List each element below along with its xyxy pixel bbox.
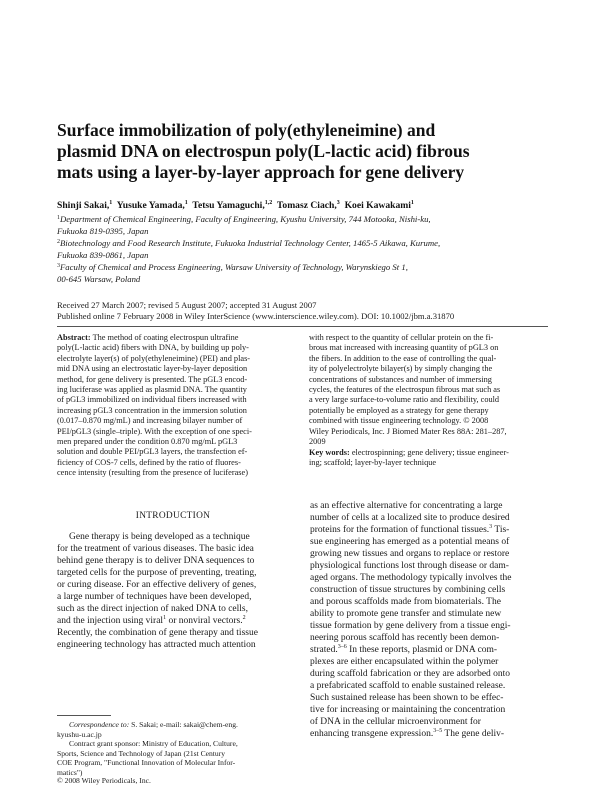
- body-text-line: [310, 524, 548, 536]
- body-text-line: [310, 560, 548, 572]
- affiliation-number: 2: [57, 239, 60, 246]
- body-text: ability to promote gene transfer and stimulate new: [310, 609, 502, 619]
- body-text-line: [310, 644, 548, 656]
- citation-sup: 1: [163, 614, 167, 621]
- affiliation-number: 3: [57, 263, 60, 270]
- paper-title: [57, 120, 527, 183]
- affiliation-text: Faculty of Chemical and Process Engineering, Warsaw University of Technology, Warynskiego St 1,: [60, 262, 408, 273]
- body-text: In these reports, plasmid or DNA com-: [346, 645, 498, 655]
- abstract-line: with respect to the quantity of cellular protein on the fi-: [309, 333, 494, 342]
- footnotes: [57, 720, 293, 778]
- body-text-line: [57, 639, 293, 651]
- body-text-line: [310, 668, 548, 680]
- body-text-line: [57, 615, 293, 627]
- abstract-line: increasing pGL3 concentration in the immersion solution: [57, 405, 247, 415]
- body-text: a prefabricated scaffold to enable sustained release.: [310, 681, 506, 691]
- citation-sup: 3–6: [337, 643, 347, 650]
- body-text: strated.: [310, 645, 338, 655]
- body-text-line: [57, 555, 293, 567]
- body-text-line: [310, 680, 548, 692]
- body-text: Gene therapy is being developed as a technique: [69, 532, 250, 542]
- author-name: Tomasz Ciach,: [276, 200, 337, 211]
- abstract-line: electrolyte layer(s) of poly(ethyleneimine) (PEI) and plas-: [57, 353, 251, 363]
- body-text: physiological functions lost through disease or dam-: [310, 561, 509, 571]
- body-text: tive for increasing or maintaining the concentration: [310, 705, 506, 715]
- author-affil-sup: 1: [109, 199, 113, 206]
- affiliations: [57, 213, 557, 286]
- author-affil-sup: 1,2: [264, 199, 273, 206]
- abstract-line: 2009: [309, 437, 326, 447]
- body-text: Recently, the combination of gene therapy and tissue: [57, 628, 258, 638]
- body-text: tissue formation by gene delivery from a tissue engi-: [310, 621, 511, 631]
- title-line: plasmid DNA on electrospun poly(L-lactic acid) fibrous: [57, 141, 470, 161]
- body-text: of DNA in the cellular microenvironment for: [310, 717, 481, 727]
- affiliation-line: [57, 261, 557, 274]
- author-name: Koei Kawakami: [344, 200, 411, 211]
- correspondence-label: Correspondence to:: [69, 720, 130, 729]
- citation-sup: 2: [242, 614, 246, 621]
- body-text-line: [310, 512, 548, 524]
- body-text-line: [310, 632, 548, 644]
- body-text: growing new tissues and organs to replace or restore: [310, 549, 510, 559]
- abstract-line: concentrations of substances and number of immersing: [309, 374, 492, 384]
- abstract-line: ficiency of COS-7 cells, defined by the ratio of fluores-: [57, 457, 241, 467]
- body-text: proteins for the formation of functional tissues.: [310, 525, 490, 535]
- body-text: or nonviral vectors.: [166, 616, 243, 626]
- abstract-right-column: [309, 333, 549, 447]
- body-text: enhancing transgene expression.: [310, 729, 434, 739]
- abstract-line: Wiley Periodicals, Inc. J Biomed Mater Res 88A: 281–287,: [309, 426, 507, 436]
- grant-line: Contract grant sponsor: Ministry of Education, Culture,: [69, 739, 238, 749]
- body-text-line: [310, 500, 548, 512]
- body-text-line: [310, 548, 548, 560]
- body-text-line: [310, 656, 548, 668]
- body-text-line: [57, 567, 293, 579]
- body-text: during scaffold fabrication or they are adsorbed onto: [310, 669, 511, 679]
- body-text-line: [310, 572, 548, 584]
- abstract-line: ity of polyelectrolyte bilayer(s) by simply changing the: [309, 364, 493, 374]
- body-text: targeted cells for the purpose of preventing, treating,: [57, 568, 257, 578]
- body-text-line: [310, 536, 548, 548]
- abstract-line: poly(L-lactic acid) fibers with DNA, by building up poly-: [57, 343, 249, 353]
- citation-sup: 3–5: [433, 727, 443, 734]
- body-text-line: [310, 608, 548, 620]
- keywords-label: Key words:: [309, 448, 350, 457]
- publication-dates: [57, 300, 557, 322]
- section-heading-introduction: INTRODUCTION: [135, 511, 211, 521]
- abstract-line: solution and double PEI/pGL3 layers, the transfection ef-: [57, 447, 248, 457]
- abstract-text: The method of coating electrospun ultrafine: [90, 333, 239, 342]
- abstract-line: [57, 333, 299, 343]
- grant-line: Sports, Science and Technology of Japan (21st Century: [57, 748, 226, 758]
- affiliation-line: [57, 237, 557, 250]
- abstract-line: of pGL3 immobilized on individual fibers increased with: [57, 395, 247, 405]
- author-list: [57, 200, 547, 211]
- body-text: Tis-: [492, 525, 510, 535]
- header-divider: [57, 326, 548, 327]
- body-text: neering porous scaffold has recently been demon-: [310, 633, 500, 643]
- affiliation-number: 1: [57, 215, 60, 221]
- body-text: sue engineering has emerged as a potential means of: [310, 537, 510, 547]
- abstract-line: method, for gene delivery is presented. The pGL3 encod-: [57, 374, 248, 384]
- keywords-line: ing; scaffold; layer-by-layer technique: [309, 458, 437, 468]
- affiliation-line: 00-645 Warsaw, Poland: [57, 273, 141, 284]
- body-text: behind gene therapy is to deliver DNA sequences to: [57, 556, 255, 566]
- correspondence-line: kyushu-u.ac.jp: [57, 729, 102, 739]
- body-text: a large number of techniques have been developed,: [57, 592, 252, 602]
- author-affil-sup: 1: [184, 199, 188, 206]
- body-text-line: [57, 579, 293, 591]
- keywords: [309, 448, 549, 469]
- body-text: The gene deliv-: [442, 729, 505, 739]
- body-text-line: [310, 692, 548, 704]
- body-left-column: [57, 531, 293, 651]
- body-text-line: [57, 543, 293, 555]
- affiliation-line: Fukuoka 839-0861, Japan: [57, 249, 149, 260]
- body-text-line: [310, 584, 548, 596]
- body-text-line: [310, 620, 548, 632]
- grant-line: matics"): [57, 767, 83, 777]
- body-right-column: [310, 500, 548, 740]
- footnote-divider: [57, 715, 111, 716]
- abstract-line: (0.017–0.870 mg/mL) and increasing bilayer number of: [57, 416, 243, 426]
- received-dates: Received 27 March 2007; revised 5 August 2007; accepted 31 August 2007: [57, 300, 317, 310]
- grant-line: COE Program, "Functional Innovation of Molecular Infor-: [57, 758, 236, 768]
- abstract-line: mid DNA using an electrostatic layer-by-layer deposition: [57, 364, 248, 374]
- body-text: such as the direct injection of naked DNA to cells,: [57, 604, 249, 614]
- body-text: plexes are either encapsulated within the polymer: [310, 657, 499, 667]
- keywords-line: [309, 448, 549, 458]
- body-text-line: [57, 591, 293, 603]
- affiliation-line: [57, 213, 557, 226]
- author-name: Shinji Sakai,: [57, 200, 110, 211]
- author-affil-sup: 3: [336, 199, 340, 206]
- body-text-line: [310, 704, 548, 716]
- body-text-line: [310, 596, 548, 608]
- author-name: Yusuke Yamada,: [116, 200, 185, 211]
- body-text: as an effective alternative for concentrating a large: [310, 501, 503, 511]
- abstract-line: a very large surface-to-volume ratio and flexibility, could: [309, 395, 500, 405]
- abstract-left-column: [57, 333, 299, 479]
- body-text: engineering technology has attracted much attention: [57, 640, 256, 650]
- abstract-line: the fibers. In addition to the ease of controlling the qual-: [309, 353, 497, 363]
- author-affil-sup: 1: [410, 199, 414, 206]
- body-text-line: [310, 728, 548, 740]
- correspondence-line: [57, 720, 293, 730]
- correspondence-text: S. Sakai; e-mail: sakai@chem-eng.: [129, 720, 238, 729]
- copyright-notice: © 2008 Wiley Periodicals, Inc.: [57, 776, 151, 785]
- body-text-line: [57, 627, 293, 639]
- affiliation-text: Biotechnology and Food Research Institute, Fukuoka Industrial Technology Center, 1465-5 Aikawa, Kurume,: [60, 238, 441, 249]
- body-text-line: [310, 716, 548, 728]
- abstract-label: Abstract:: [57, 333, 91, 342]
- author-name: Tetsu Yamaguchi,: [192, 200, 265, 211]
- abstract-line: cence intensity (resulting from the presence of luciferase): [57, 468, 248, 478]
- citation-sup: 3: [489, 523, 493, 530]
- title-line: Surface immobilization of poly(ethyleneimine) and: [57, 120, 436, 140]
- body-text-line: [57, 531, 293, 543]
- abstract-line: men prepared under the condition 0.870 mg/mL pGL3: [57, 437, 238, 447]
- affiliation-text: Department of Chemical Engineering, Faculty of Engineering, Kyushu University, 744 Motooka, Nishi-ku,: [60, 214, 431, 224]
- abstract-line: brous mat increased with increasing quantity of pGL3 on: [309, 343, 499, 353]
- abstract-line: cycles, the features of the electrospun fibrous mat such as: [309, 385, 501, 395]
- abstract-line: potentially be employed as a strategy for gene therapy: [309, 405, 489, 415]
- published-online: Published online 7 February 2008 in Wiley InterScience (www.interscience.wiley.com). DOI: 10.1002/jbm.a.31870: [57, 311, 455, 321]
- body-text: and porous scaffolds made from biomaterials. The: [310, 597, 501, 607]
- title-line: mats using a layer-by-layer approach for gene delivery: [57, 162, 465, 182]
- affiliation-line: Fukuoka 819-0395, Japan: [57, 225, 149, 236]
- body-text: Such sustained release has been shown to be effec-: [310, 693, 504, 703]
- abstract-line: ing luciferase was applied as plasmid DNA. The quantity: [57, 385, 247, 395]
- keywords-text: electrospinning; gene delivery; tissue engineer-: [349, 448, 509, 457]
- body-text: for the treatment of various diseases. The basic idea: [57, 544, 254, 554]
- abstract-line: combined with tissue engineering technology. © 2008: [309, 416, 489, 426]
- body-text: construction of tissue structures by combining cells: [310, 585, 506, 595]
- body-text: number of cells at a localized site to produce desired: [310, 513, 510, 523]
- body-text: aged organs. The methodology typically involves the: [310, 573, 512, 583]
- body-text-line: [57, 603, 293, 615]
- body-text: and the injection using viral: [57, 616, 164, 626]
- abstract-line: PEI/pGL3 (single–triple). With the exception of one speci-: [57, 426, 252, 436]
- body-text: or curing disease. For an effective delivery of genes,: [57, 580, 257, 590]
